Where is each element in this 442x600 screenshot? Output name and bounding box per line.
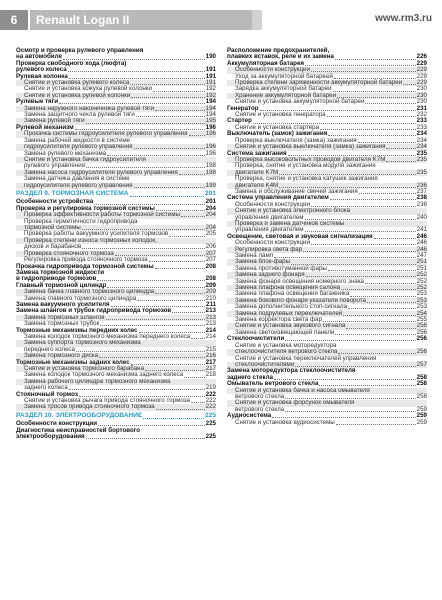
toc-entry-title: Замена рулевой тяги <box>24 117 85 125</box>
toc-entry-page: 235 <box>416 155 427 163</box>
toc-entry-page: 201 <box>205 198 216 206</box>
dot-leader <box>311 244 416 245</box>
dot-leader <box>149 261 205 262</box>
toc-entry-title: Проверка стояночного тормоза <box>24 249 114 257</box>
toc-entry-title: Стояночный тормоз <box>16 390 78 398</box>
page-header <box>0 0 442 32</box>
dot-leader <box>335 59 416 60</box>
toc-entry-page: 247 <box>416 252 427 259</box>
toc-entry-page: 235 <box>416 149 427 157</box>
dot-leader <box>155 293 204 294</box>
toc-entry-page: 253 <box>416 303 427 311</box>
toc-entry-title: Проверка эффективности работы тормозной системы <box>24 211 180 219</box>
toc-entry-title: Замена датчика давления в системе <box>24 175 130 183</box>
toc-left-column <box>16 48 216 441</box>
toc-entry-title: Снятие и установка бачка и насоса омывателя <box>235 386 370 394</box>
toc-entry-page: 215 <box>205 345 216 353</box>
toc-entry-page: 255 <box>416 316 427 324</box>
toc-entry-title: ветрового стекла <box>235 405 285 413</box>
dot-leader <box>179 174 205 175</box>
toc-entry-page: 207 <box>205 249 216 257</box>
toc-entry-page: 222 <box>205 397 216 405</box>
toc-entry-title: Замена тормозных шлангов <box>24 313 105 321</box>
dot-leader <box>359 193 416 194</box>
toc-entry-page: 258 <box>416 380 427 388</box>
toc-entry-page: 205 <box>205 230 216 238</box>
toc-entry-page: 232 <box>416 111 427 119</box>
toc-entry-title: Замена рабочей жидкости в системе <box>24 136 131 144</box>
toc-entry-page: 252 <box>416 284 427 292</box>
dot-leader <box>365 283 416 284</box>
toc-entry-title: заднего стекла <box>227 373 273 381</box>
dot-leader <box>305 65 416 66</box>
toc-entry-page: 214 <box>205 332 216 340</box>
dot-leader <box>328 270 416 271</box>
toc-entry-page: 256 <box>416 328 427 336</box>
toc-entry-page: 191 <box>205 66 216 74</box>
toc-entry-title: Особенности конструкции <box>235 239 310 247</box>
toc-entry-title: Замена плафона освещения багажника <box>235 290 350 298</box>
dot-leader <box>386 148 415 149</box>
toc-entry-page: 229 <box>416 79 427 87</box>
toc-entry-page: 251 <box>416 264 427 272</box>
dot-leader <box>274 257 416 258</box>
toc-entry-page: 259 <box>416 412 427 420</box>
toc-entry-page: 233 <box>416 117 427 125</box>
toc-entry-title: Снятие и установка переключателей управления <box>235 354 377 362</box>
toc-entry-title: гидроусилителя рулевого управления <box>24 181 133 189</box>
toc-entry-title: Рулевые тяги <box>16 98 59 106</box>
toc-entry-title: электрооборудования <box>16 433 85 441</box>
toc-entry-page: 219 <box>205 384 216 392</box>
toc-entry-title: Замена корректора света фар <box>235 316 323 324</box>
toc-entry-title: Хранение аккумуляторной батареи <box>235 91 337 99</box>
toc-entry-page: 256 <box>416 348 427 356</box>
toc-right-column <box>227 48 427 426</box>
toc-entry-title: Снятие и установка рулевой колонки <box>24 91 131 99</box>
dot-leader <box>172 312 204 313</box>
toc-entry-title: двигателя K7M <box>235 168 279 176</box>
toc-entry-page: 207 <box>205 256 216 264</box>
dot-leader <box>130 196 204 197</box>
toc-entry-title: Замена главного тормозного цилиндра <box>24 294 137 302</box>
toc-entry-title: в гидроприводе тормозов <box>16 275 97 283</box>
toc-entry-title: Снятие и установка моторедуктора <box>235 341 337 349</box>
toc-entry-title: тормозной системы <box>24 224 81 232</box>
dot-leader <box>189 135 205 136</box>
toc-entry-title: Снятие и установка звукового сигнала <box>235 322 346 330</box>
toc-entry-page: 196 <box>205 123 216 131</box>
toc-entry-title: Замена тормозных трубок <box>24 320 100 328</box>
toc-entry-title: Замена ламп <box>235 252 274 259</box>
toc-entry-title: Проверка свободного хода (люфта) <box>16 59 127 67</box>
toc-entry <box>16 404 216 410</box>
toc-entry-page: 208 <box>205 275 216 283</box>
toc-entry-page: 194 <box>205 98 216 106</box>
toc-entry-title: Замена колодок тормозного механизма заднего колеса <box>24 371 184 379</box>
toc-entry-title: Замена и обслуживание свечей зажигания <box>235 187 358 195</box>
toc-entry-title: Регулировка привода стояночного тормоза <box>24 256 148 264</box>
toc-entry-title: Омыватель ветрового стекла <box>227 380 319 388</box>
toc-entry-title: Проверка выключателя (замка) зажигания <box>235 136 357 144</box>
dot-leader <box>330 199 416 200</box>
toc-entry-page: 229 <box>416 59 427 67</box>
toc-entry-page: 226 <box>416 53 427 61</box>
toc-entry-title: Рулевой механизм <box>16 123 74 131</box>
toc-entry-page: 222 <box>205 390 216 398</box>
toc-entry-title: Замена защитного чехла рулевой тяги <box>24 111 135 119</box>
toc-entry-page: 213 <box>205 313 216 321</box>
toc-entry-page: 196 <box>205 143 216 151</box>
toc-entry-page: 204 <box>205 224 216 232</box>
toc-entry-title: Замена блок-фары <box>235 258 291 266</box>
toc-entry-page: 259 <box>416 405 427 413</box>
toc-entry-title: Осмотр и проверка рулевого управления <box>16 47 144 54</box>
toc-entry-title: Регулировка света фар <box>235 245 303 253</box>
toc-entry-page: 234 <box>416 136 427 144</box>
toc-entry-page: 234 <box>416 143 427 151</box>
toc-entry-title: ветрового стекла <box>235 392 285 400</box>
toc-entry-title: рулевого управления <box>24 162 86 170</box>
toc-entry-page: 190 <box>205 53 216 61</box>
toc-entry-page: 258 <box>416 373 427 381</box>
dot-leader <box>285 411 415 412</box>
toc-entry-title: Замена рабочего цилиндра тормозного механизма <box>24 377 171 385</box>
toc-entry-title: Выключатель (замок) зажигания <box>227 130 328 138</box>
toc-entry-page: 234 <box>416 130 427 138</box>
dot-leader <box>374 238 416 239</box>
dot-leader <box>86 438 205 439</box>
page-number: 6 <box>0 10 28 30</box>
toc-entry-title: управления двигателем <box>235 213 304 221</box>
toc-entry-title: РАЗДЕЛ 9. ТОРМОЗНАЯ СИСТЕМА <box>16 190 129 198</box>
toc-entry-title: Расположение предохранителей, <box>227 47 330 54</box>
toc-entry-title: Замена бачка главного тормозного цилиндра <box>24 288 155 296</box>
toc-entry-title: Замена тросов привода стояночного тормоза <box>24 403 155 411</box>
toc-entry-title: Проверка степени износа тормозных колодок, <box>24 236 157 244</box>
dot-leader <box>341 289 416 290</box>
toc-entry-title: Освещение, световая и звуковая сигнализация <box>227 232 373 240</box>
toc-entry-title: Проверка, снятие и установка модуля зажигания <box>235 162 376 170</box>
toc-entry <box>227 420 427 426</box>
toc-entry-title: Особенности конструкции <box>235 66 310 74</box>
toc-entry-page: 236 <box>416 181 427 189</box>
toc-entry-page: 241 <box>416 226 427 234</box>
dot-leader <box>386 161 415 162</box>
toc-entry-page: 199 <box>205 181 216 189</box>
dot-leader <box>97 280 204 281</box>
toc-entry-title: Снятие и установка рычага привода стояночного тормоза <box>24 397 190 405</box>
toc-entry-page: 238 <box>416 200 427 208</box>
toc-entry-title: Замена тормозной жидкости <box>16 268 105 276</box>
dot-leader <box>136 116 205 117</box>
toc-entry-page: 238 <box>416 194 427 202</box>
dot-leader <box>191 338 204 339</box>
toc-entry-page: 252 <box>416 271 427 279</box>
toc-entry-title: Снятие и установка кожуха рулевой колонки <box>24 85 152 93</box>
toc-entry-page: 235 <box>416 168 427 176</box>
toc-entry-title: Замена плафона освещения салона <box>235 284 341 292</box>
dot-leader <box>365 103 415 104</box>
dot-leader <box>106 319 205 320</box>
toc-entry-page: 209 <box>205 281 216 289</box>
toc-entry-title: РАЗДЕЛ 10. ЭЛЕКТРООБОРУДОВАНИЕ <box>16 412 143 420</box>
dot-leader <box>343 315 415 316</box>
dot-leader <box>191 402 205 403</box>
dot-leader <box>181 216 205 217</box>
toc-entry-title: Рулевая колонка <box>16 72 68 80</box>
toc-entry-page: 216 <box>205 352 216 360</box>
toc-entry-title: Аудиосистема <box>227 412 272 420</box>
dot-leader <box>69 389 205 390</box>
toc-section-heading <box>16 412 216 420</box>
toc-entry-title: Зарядка аккумуляторной батареи <box>235 85 332 93</box>
toc-entry-page: 218 <box>205 371 216 379</box>
dot-leader <box>336 424 416 425</box>
toc-entry-title: дисков и барабанов <box>24 243 82 251</box>
dot-leader <box>134 148 205 149</box>
toc-entry-title: Замена моторедуктора стеклоочистителя <box>227 367 356 375</box>
toc-entry-page: 206 <box>205 243 216 251</box>
toc-entry-page: 198 <box>205 162 216 170</box>
toc-entry-title: Прокачка системы гидроусилителя рулевого управления <box>24 130 188 138</box>
toc-entry-page: 194 <box>205 111 216 119</box>
toc-entry-page: 230 <box>416 91 427 99</box>
toc-entry <box>16 434 216 440</box>
toc-section-heading <box>16 190 216 198</box>
toc-entry-title: Замена противотуманной фары <box>235 264 327 272</box>
toc-entry-title: Снятие и установка электронного блока <box>235 207 351 215</box>
toc-entry-title: Стартер <box>227 117 252 125</box>
dot-leader <box>86 123 205 124</box>
toc-entry-title: Замена светоизвещающей панели <box>235 328 335 336</box>
dot-leader <box>367 302 416 303</box>
toc-entry-page: 233 <box>416 123 427 131</box>
toc-entry-title: Уход за аккумуляторной батареей <box>235 72 333 80</box>
toc-entry-page: 256 <box>416 335 427 343</box>
toc-entry-page: 258 <box>416 392 427 400</box>
book-title: Renault Logan II <box>30 10 252 30</box>
toc-entry-title: Тормозные механизмы передних колес <box>16 326 138 334</box>
toc-entry-title: Замена подрулевых переключателей <box>235 309 343 317</box>
toc-entry-page: 198 <box>205 168 216 176</box>
toc-entry-page: 251 <box>416 258 427 266</box>
toc-entry-title: заднего колеса <box>24 384 68 392</box>
toc-entry-title: Снятие и установка аудиосистемы <box>235 418 335 426</box>
dot-leader <box>327 116 416 117</box>
toc-entry-page: 229 <box>416 72 427 80</box>
dot-leader <box>335 334 415 335</box>
toc-entry-title: Проверка степени заряженности аккумуляторной батареи <box>235 79 403 87</box>
dot-leader <box>156 409 205 410</box>
dot-leader <box>320 129 416 130</box>
toc-entry-page: 229 <box>416 66 427 74</box>
toc-entry-page: 252 <box>416 277 427 285</box>
toc-entry-title: гидроусилителя рулевого управления <box>24 143 133 151</box>
toc-entry-title: Снятие и установка аккумуляторной батареи <box>235 98 365 106</box>
toc-entry-title: Особенности конструкции <box>235 200 310 208</box>
toc-entry-title: Снятие и установка бачка гидроусилителя <box>24 155 147 163</box>
toc-entry-page: 246 <box>416 232 427 240</box>
toc-entry-page: 240 <box>416 213 427 221</box>
toc-entry-title: Генератор <box>227 104 259 112</box>
toc-entry-page: 217 <box>205 365 216 372</box>
toc-entry-title: Замена тормозного диска <box>24 352 99 360</box>
toc-entry-page: 259 <box>416 418 427 426</box>
dot-leader <box>131 97 204 98</box>
toc-entry-title: Замена колодок тормозного механизма переднего колеса <box>24 332 191 340</box>
toc-entry-title: на автомобиле <box>16 53 62 61</box>
toc-entry-title: Тормозные механизмы задних колес <box>16 358 130 366</box>
toc-entry-title: Проверка и регулировка тормозной системы <box>16 204 155 212</box>
toc-entry-page: 222 <box>205 403 216 411</box>
toc-entry-title: Проверка и замена датчиков системы <box>235 219 345 227</box>
toc-entry-title: управления двигателем <box>235 226 304 234</box>
toc-entry-title: двигателя K4M <box>235 181 279 189</box>
toc-entry-page: 217 <box>205 358 216 366</box>
toc-entry-page: 211 <box>206 300 216 308</box>
dot-leader <box>184 377 205 378</box>
dot-leader <box>153 91 205 92</box>
dot-leader <box>403 84 415 85</box>
toc-entry-page: 225 <box>205 420 216 428</box>
toc-entry-page: 208 <box>205 262 216 270</box>
toc-entry-title: плавких вставок, реле и их замена <box>227 53 334 61</box>
toc-entry-page: 214 <box>205 326 216 334</box>
dot-leader <box>134 187 205 188</box>
toc-entry-page: 237 <box>416 187 427 195</box>
toc-entry-title: рулевого колеса <box>16 66 67 74</box>
dot-leader <box>348 308 416 309</box>
toc-entry-page: 191 <box>205 72 216 80</box>
toc-entry-page: 246 <box>416 239 427 247</box>
dot-leader <box>68 71 205 72</box>
site-url: www.rm3.ru <box>375 13 432 24</box>
toc-entry-page: 196 <box>205 149 216 157</box>
toc-entry-page: 191 <box>205 79 216 87</box>
toc-entry-title: Снятие и установка выключателя (замка) зажигания <box>235 143 386 151</box>
toc-entry-title: Особенности конструкции <box>16 420 98 428</box>
toc-entry-title: переднего колеса <box>24 345 75 353</box>
toc-entry-title: стеклоочистителями <box>235 360 295 368</box>
toc-entry-page: 195 <box>205 117 216 125</box>
toc-entry-title: Замена суппорта тормозного механизма <box>24 339 141 347</box>
toc-entry-title: Проверка работы вакуумного усилителя тормозов <box>24 230 169 238</box>
toc-entry-page: 213 <box>205 320 216 328</box>
dot-leader <box>333 91 416 92</box>
toc-entry-title: Замена дополнительного стоп-сигнала <box>235 303 348 311</box>
toc-entry-title: Проверка высоковольтных проводов двигателя K7M <box>235 155 386 163</box>
dot-leader <box>155 268 205 269</box>
toc-entry-page: 256 <box>416 322 427 330</box>
toc-entry-page: 253 <box>416 290 427 298</box>
dot-leader <box>169 236 204 237</box>
dot-leader <box>143 418 204 419</box>
toc-entry-page: 225 <box>204 412 216 420</box>
toc-entry-title: Система зажигания <box>227 149 287 157</box>
toc-entry-title: Стеклоочистители <box>227 335 285 343</box>
dot-leader <box>303 251 415 252</box>
toc-entry-title: Замена рулевого механизма <box>24 149 107 157</box>
toc-entry-title: Проверка, снятие и установка катушек зажигания <box>235 175 378 183</box>
title-bar-decoration <box>252 10 262 30</box>
toc-entry-page: 204 <box>205 211 216 219</box>
toc-entry-title: Снятие и установка стартера <box>235 123 320 131</box>
toc-entry-page: 257 <box>416 360 427 368</box>
toc-entry-title: Система управления двигателем <box>227 194 329 202</box>
toc-entry-page: 213 <box>205 307 216 315</box>
toc-entry-page: 231 <box>416 104 427 112</box>
toc-entry <box>16 183 216 189</box>
toc-entry-page: 209 <box>205 288 216 296</box>
toc-entry-title: Замена бокового фонаря указателя поворота <box>235 296 366 304</box>
toc-entry-title: Особенности устройства <box>16 198 94 206</box>
toc-entry-title: Снятие и установка тормозного барабана <box>24 365 145 372</box>
toc-entry-page: 194 <box>205 104 216 112</box>
dot-leader <box>155 110 205 111</box>
toc-entry-title: Замена наружного наконечника рулевой тяги <box>24 104 155 112</box>
toc-entry-page: 192 <box>205 85 216 93</box>
toc-entry-page: 246 <box>416 245 427 253</box>
toc-entry-page: 204 <box>205 204 216 212</box>
toc-entry-page: 196 <box>205 130 216 138</box>
toc-entry-title: Прокачка гидропривода тормозной системы <box>16 262 154 270</box>
toc-entry-page: 225 <box>205 433 216 441</box>
toc-entry-title: Замена насоса гидроусилителя рулевого управления <box>24 168 178 176</box>
toc-entry-title: Замена заднего фонаря <box>235 271 305 279</box>
toc-entry-title: Замена вакуумного усилителя <box>16 300 110 308</box>
dot-leader <box>346 328 415 329</box>
toc-entry-page: 254 <box>416 309 427 317</box>
toc-entry-page: 201 <box>204 190 216 198</box>
toc-entry-title: Аккумуляторная батарея <box>227 59 304 67</box>
toc-entry-page: 192 <box>205 91 216 99</box>
toc-entry-title: Замена фонаря освещения номерного знака <box>235 277 364 285</box>
toc-entry-title: стеклоочистителя ветрового стекла <box>235 348 338 356</box>
toc-entry-title: Снятие и установка форсунок омывателя <box>235 399 355 407</box>
toc-entry-title: Снятие и установка генератора <box>235 111 326 119</box>
toc-entry-title: Снятие и установка рулевого колеса <box>24 79 130 87</box>
toc-entry-page: 230 <box>416 98 427 106</box>
dot-leader <box>137 300 204 301</box>
toc-entry-title: Замена шлангов и трубок гидропривода тормозов <box>16 307 172 315</box>
toc-entry-page: 210 <box>205 294 216 302</box>
toc-entry-page: 253 <box>416 296 427 304</box>
toc-entry-page: 230 <box>416 85 427 93</box>
toc-entry-title: Диагностика неисправностей бортового <box>16 426 141 434</box>
toc-entry-title: Главный тормозной цилиндр <box>16 281 107 289</box>
toc-entry-title: Проверка герметичности гидропривода <box>24 217 138 225</box>
